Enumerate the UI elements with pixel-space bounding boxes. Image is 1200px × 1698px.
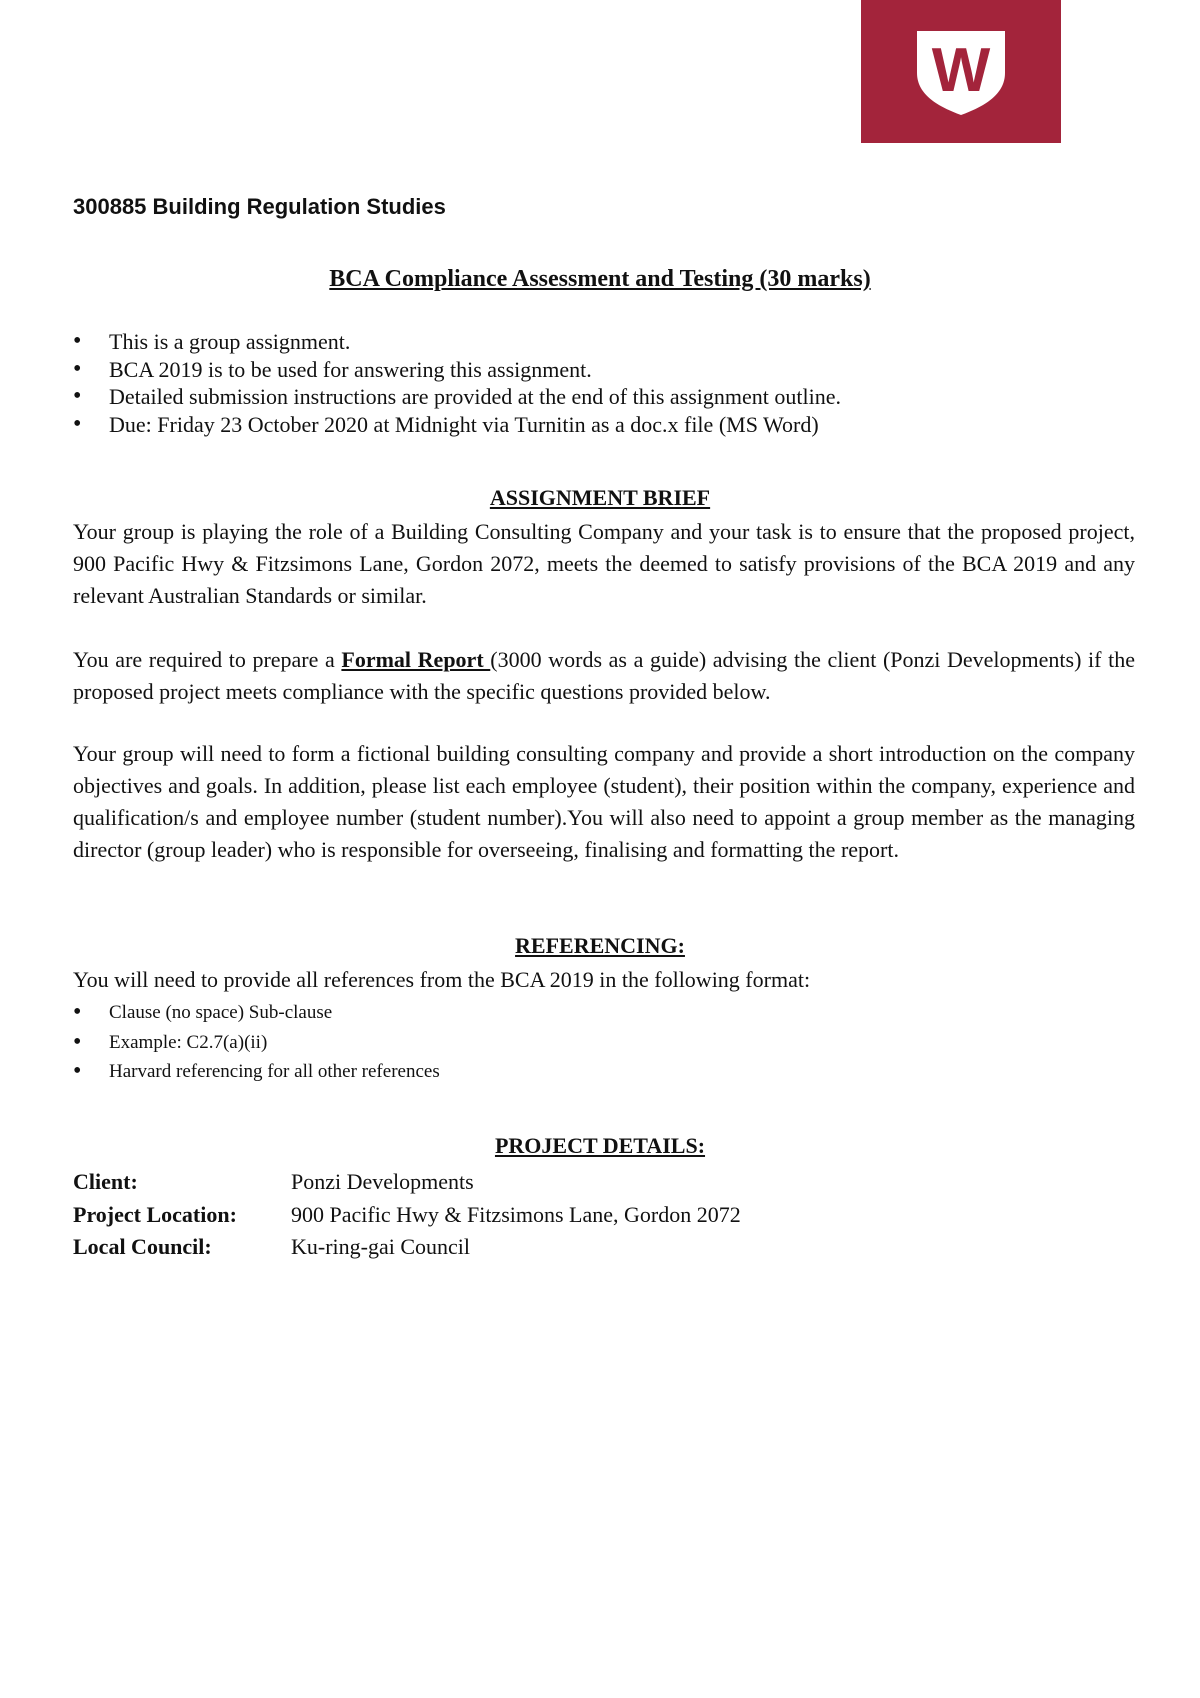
brief-paragraph-2-start: You are required to prepare a (73, 647, 342, 672)
brief-paragraph-1: Your group is playing the role of a Building Consulting Company and your task is to ensure that the proposed project, 900 Pacific Hwy & Fitzsimons Lane, Gordon 2072, meets the deemed to satisfy provisions of the BCA 2019 and any relevant Australian Standards or similar. (73, 519, 1135, 608)
detail-value: Ku-ring-gai Council (291, 1234, 471, 1259)
assignment-brief-heading: ASSIGNMENT BRIEF (489, 485, 711, 510)
shield-icon (913, 27, 1009, 117)
list-item: • Example: C2.7(a)(ii) (73, 1028, 1133, 1058)
project-details-heading: PROJECT DETAILS: (494, 1133, 706, 1158)
referencing-bullets (73, 998, 1133, 1087)
detail-value: 900 Pacific Hwy & Fitzsimons Lane, Gordon 2072 (291, 1201, 741, 1227)
detail-row-location (73, 1199, 741, 1232)
detail-value: Ponzi Developments (291, 1169, 474, 1194)
referencing-intro: You will need to provide all references from the BCA 2019 in the following format: (73, 967, 811, 992)
assignment-bullets (73, 328, 1133, 438)
list-item: • Due: Friday 23 October 2020 at Midnight via Turnitin as a doc.x file (MS Word) (73, 411, 1133, 439)
formal-report-emphasis: Formal Report (341, 647, 491, 672)
detail-row-client (73, 1166, 741, 1199)
referencing-heading: REFERENCING: (515, 933, 685, 958)
detail-label: Local Council: (73, 1234, 212, 1259)
assignment-title: BCA Compliance Assessment and Testing (30 marks) (329, 266, 871, 292)
project-details (73, 1166, 741, 1264)
detail-row-council (73, 1231, 741, 1264)
list-item: • This is a group assignment. (73, 328, 1133, 356)
brief-paragraph-3: Your group will need to form a fictional building consulting company and provide a short introduction on the company objectives and goals. In addition, please list each employee (student), their position within the company, experience and qualification/s and employee number (student number).You will also need to appoint a group member as the managing director (group leader) who is responsible for overseeing, finalising and formatting the report. (73, 741, 1135, 862)
list-item: • BCA 2019 is to be used for answering this assignment. (73, 356, 1133, 384)
brief-paragraph-2-end: (3000 words as a guide) advising the client (Ponzi Developments) if the proposed project meets compliance with the specific questions provided below. (73, 647, 1135, 704)
detail-label: Client: (73, 1169, 138, 1194)
logo-letter: W (931, 35, 991, 105)
university-logo (861, 0, 1061, 143)
course-title: 300885 Building Regulation Studies (73, 194, 446, 219)
detail-label: Project Location: (73, 1201, 237, 1227)
brief-paragraph-2 (73, 644, 1135, 708)
list-item: • Detailed submission instructions are provided at the end of this assignment outline. (73, 383, 1133, 411)
list-item: • Clause (no space) Sub-clause (73, 998, 1133, 1028)
list-item: • Harvard referencing for all other references (73, 1057, 1133, 1087)
